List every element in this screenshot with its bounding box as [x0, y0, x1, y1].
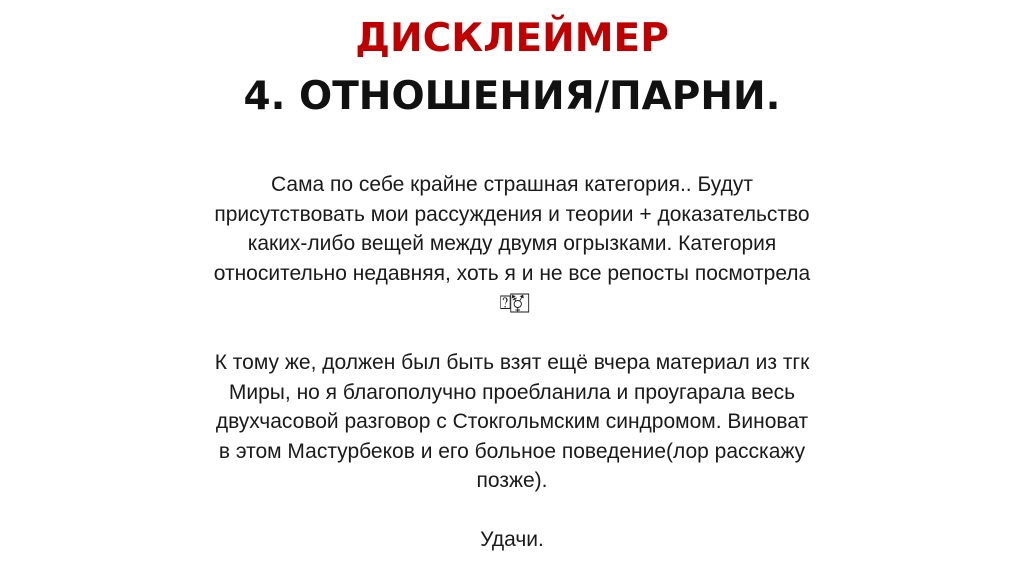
body-paragraph-2: К тому же, должен был быть взят ещё вчера материал из тгк Миры, но я благополучно проебланила и проугарала весь двухчасовой разговор с Стокгольмским синдромом. Виноват в этом Мастурбеков и его больное поведение(лор расскажу позже). — [214, 351, 810, 492]
emoji-icon: ⍰⚧⃞ — [499, 292, 525, 314]
paragraph-spacer — [212, 496, 812, 526]
body-paragraph-1 — [212, 170, 812, 319]
title-subheading: 4. ОТНОШЕНИЯ/ПАРНИ. — [243, 74, 781, 119]
paragraph-spacer — [212, 319, 812, 349]
body-closing: Удачи. — [480, 528, 544, 551]
slide-title — [0, 10, 1024, 126]
body-paragraph-1-text: Сама по себе крайне страшная категория.. Будут присутствовать мои рассуждения и теории + доказательство каких-либо вещей между двумя огрызками. Категория относительно недавняя, хоть я и не все репосты посмотрела — [213, 173, 811, 285]
title-heading: ДИСКЛЕЙМЕР — [355, 16, 669, 61]
slide-body — [212, 170, 812, 555]
